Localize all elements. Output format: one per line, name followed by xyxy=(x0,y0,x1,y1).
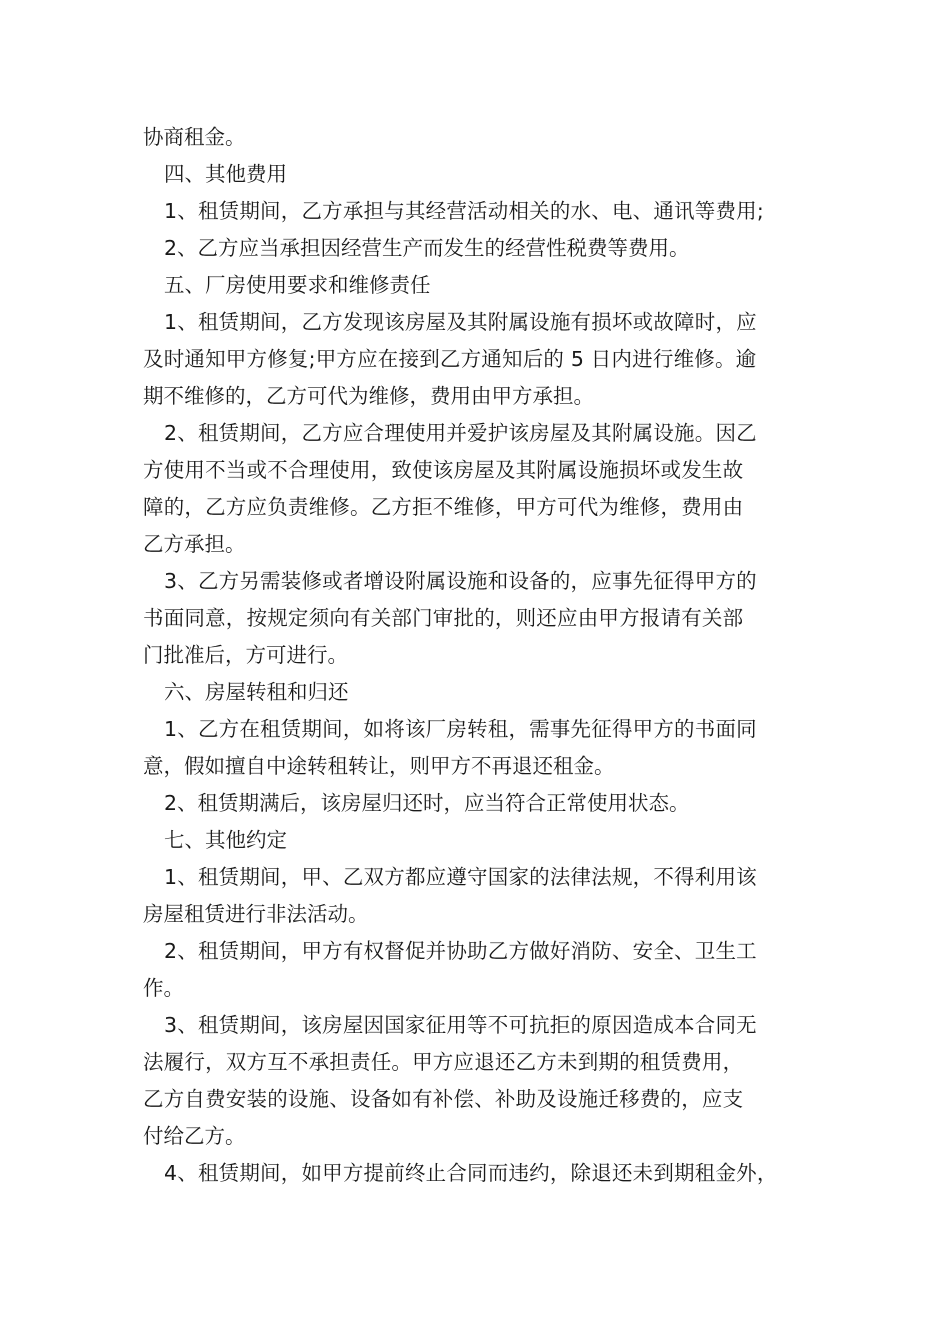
section-heading: 七、其他约定 xyxy=(164,828,287,852)
paragraph-line: 4、租赁期间，如甲方提前终止合同而违约，除退还未到期租金外， xyxy=(164,1161,778,1185)
paragraph-line: 1、租赁期间，乙方发现该房屋及其附属设施有损坏或故障时，应 xyxy=(164,310,757,334)
section-heading: 四、其他费用 xyxy=(164,162,287,186)
paragraph-line: 2、乙方应当承担因经营生产而发生的经营性税费等费用。 xyxy=(164,236,690,260)
paragraph-line: 房屋租赁进行非法活动。 xyxy=(143,902,369,926)
paragraph-line: 2、租赁期间，乙方应合理使用并爱护该房屋及其附属设施。因乙 xyxy=(164,421,757,445)
paragraph-line: 乙方自费安装的设施、设备如有补偿、补助及设施迁移费的，应支 xyxy=(143,1087,744,1111)
paragraph-line: 3、乙方另需装修或者增设附属设施和设备的，应事先征得甲方的 xyxy=(164,569,757,593)
paragraph-line: 书面同意，按规定须向有关部门审批的，则还应由甲方报请有关部 xyxy=(143,606,744,630)
section-heading: 六、房屋转租和归还 xyxy=(164,680,349,704)
paragraph-line: 法履行，双方互不承担责任。甲方应退还乙方未到期的租赁费用， xyxy=(143,1050,744,1074)
paragraph-line: 付给乙方。 xyxy=(143,1124,246,1148)
paragraph-line: 及时通知甲方修复;甲方应在接到乙方通知后的 5 日内进行维修。逾 xyxy=(143,347,757,371)
document-body xyxy=(143,119,829,1192)
paragraph-line: 障的，乙方应负责维修。乙方拒不维修，甲方可代为维修，费用由 xyxy=(143,495,744,519)
paragraph-line: 门批准后，方可进行。 xyxy=(143,643,348,667)
paragraph-line: 1、租赁期间，乙方承担与其经营活动相关的水、电、通讯等费用; xyxy=(164,199,764,223)
paragraph-line: 3、租赁期间，该房屋因国家征用等不可抗拒的原因造成本合同无 xyxy=(164,1013,757,1037)
paragraph-line: 方使用不当或不合理使用，致使该房屋及其附属设施损坏或发生故 xyxy=(143,458,744,482)
paragraph-line: 期不维修的，乙方可代为维修，费用由甲方承担。 xyxy=(143,384,594,408)
paragraph-line: 意，假如擅自中途转租转让，则甲方不再退还租金。 xyxy=(143,754,615,778)
paragraph-line: 1、租赁期间，甲、乙双方都应遵守国家的法律法规，不得利用该 xyxy=(164,865,757,889)
paragraph-line: 1、乙方在租赁期间，如将该厂房转租，需事先征得甲方的书面同 xyxy=(164,717,757,741)
paragraph-line: 2、租赁期满后，该房屋归还时，应当符合正常使用状态。 xyxy=(164,791,690,815)
paragraph-line: 乙方承担。 xyxy=(143,532,246,556)
paragraph-line: 作。 xyxy=(143,976,184,1000)
paragraph-line: 协商租金。 xyxy=(143,125,246,149)
paragraph-line: 2、租赁期间，甲方有权督促并协助乙方做好消防、安全、卫生工 xyxy=(164,939,757,963)
section-heading: 五、厂房使用要求和维修责任 xyxy=(164,273,431,297)
